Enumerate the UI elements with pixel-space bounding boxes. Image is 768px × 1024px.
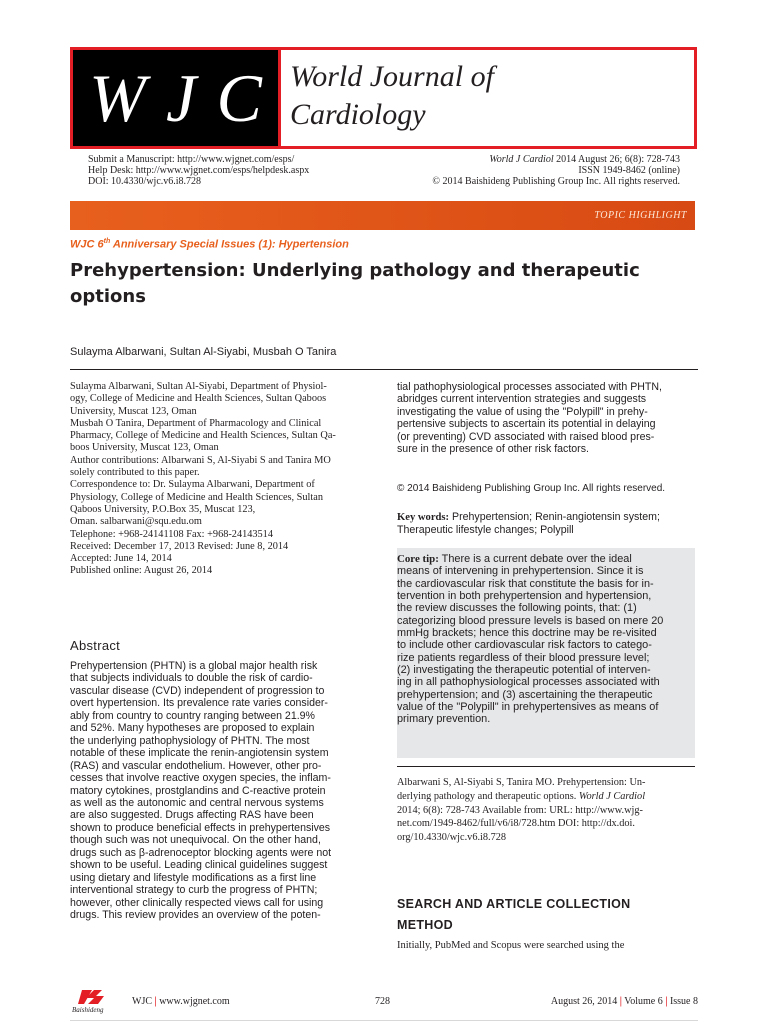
title-line: options xyxy=(70,286,146,307)
affiliations-block xyxy=(70,381,336,578)
journal-name-line2: Cardiology xyxy=(290,98,426,131)
correspondence-email[interactable]: Oman. salbarwani@squ.edu.om xyxy=(70,516,202,528)
footer-journal: WJC xyxy=(132,996,152,1007)
affiliation-line: ogy, College of Medicine and Health Sciences, Sultan Qaboos xyxy=(70,393,327,405)
affiliation-line: University, Muscat 123, Oman xyxy=(70,405,197,417)
correspondence-line: Qaboos University, P.O.Box 35, Muscat 123, xyxy=(70,503,256,515)
abstract-line: however, other clinically respected views call for using xyxy=(70,896,324,909)
abstract-copyright: © 2014 Baishideng Publishing Group Inc. All rights reserved. xyxy=(397,483,666,494)
core-tip-line: There is a current debate over the ideal xyxy=(438,553,632,565)
journal-citation-line xyxy=(489,154,680,165)
abstract-line: as well as the autonomic and central nervous systems xyxy=(70,796,324,809)
abstract-line: drugs such as β-adrenoceptor blocking agents were not xyxy=(70,846,332,859)
abstract-line: though such was not unequivocal. On the other hand, xyxy=(70,834,321,847)
affiliation-line: boos University, Muscat 123, Oman xyxy=(70,442,219,454)
accepted-line: Accepted: June 14, 2014 xyxy=(70,553,172,565)
abstract-line: (RAS) and vascular endothelium. However, other pro- xyxy=(70,759,322,772)
abstract-line: sure in the presence of other risk factors. xyxy=(397,443,589,456)
logo-letter-w: W xyxy=(89,60,146,136)
abstract-heading: Abstract xyxy=(70,638,121,653)
abstract-line: are also suggested. Drugs affecting RAS have been xyxy=(70,809,314,822)
special-issue-sup: th xyxy=(103,238,111,245)
special-issue-prefix: WJC 6 xyxy=(70,238,104,251)
core-tip-line: tervention in both prehypertension and hypertension, xyxy=(397,590,652,603)
keywords-line: Prehypertension; Renin-angiotensin system; xyxy=(449,511,660,523)
core-tip-line: categorizing blood pressure levels is based on mere 20 xyxy=(397,614,664,627)
abstract-line: overt hypertension. Its prevalence rate varies consider- xyxy=(70,697,328,710)
correspondence-line: Physiology, College of Medicine and Health Sciences, Sultan xyxy=(70,491,323,503)
journal-logo-mark xyxy=(73,50,281,146)
abstract-line: using dietary and lifestyle modifications as a first line xyxy=(70,871,317,884)
abstract-line: interventional strategy to curb the progress of PHTN; xyxy=(70,884,318,897)
abstract-line: tial pathophysiological processes associated with PHTN, xyxy=(397,381,662,393)
core-tip-line: the cardiovascular risk that constitute the basis for in- xyxy=(397,577,654,590)
issue-info: 2014 August 26; 6(8): 728-743 xyxy=(553,154,680,165)
section-heading-line: METHOD xyxy=(397,918,453,932)
core-tip-text xyxy=(397,553,663,726)
abstract-line: drugs. This review provides an overview of the poten- xyxy=(70,909,321,922)
special-issue-rest: Anniversary Special Issues (1): Hypertension xyxy=(110,238,349,251)
affiliation-line: Sulayma Albarwani, Sultan Al-Siyabi, Department of Physiol- xyxy=(70,381,327,392)
copyright-text: © 2014 Baishideng Publishing Group Inc. All rights reserved. xyxy=(432,176,680,187)
citation-doi[interactable]: org/10.4330/wjc.v6.i8.728 xyxy=(397,832,507,844)
received-revised-line: Received: December 17, 2013 Revised: June 8, 2014 xyxy=(70,540,289,552)
citation-block xyxy=(397,776,645,845)
footer-issue: Issue 8 xyxy=(669,996,698,1007)
core-tip-line: value of the "Polypill" in prehypertensives as means of xyxy=(397,701,659,714)
correspondence-line: Correspondence to: Dr. Sulayma Albarwani, Department of xyxy=(70,479,315,491)
footer-date: August 26, 2014 xyxy=(550,996,618,1007)
footer-divider xyxy=(70,1020,698,1021)
core-tip-line: to include other cardiovascular risk factors to catego- xyxy=(397,639,652,652)
footer-url[interactable]: www.wjgnet.com xyxy=(159,996,230,1007)
abstract-line: vascular disease (CVD) independent of progression to xyxy=(70,684,325,697)
logo-letter-j: J xyxy=(166,60,197,136)
section-heading-line: SEARCH AND ARTICLE COLLECTION xyxy=(397,897,631,911)
divider xyxy=(70,369,698,370)
publisher-logo-icon xyxy=(68,988,126,1014)
core-tip-line: ing in all pathophysiological processes associated with xyxy=(397,676,660,689)
publisher-logo-text: Baishideng xyxy=(72,1006,104,1014)
footer-issue-info: August 26, 2014 | Volume 6 | Issue 8 xyxy=(550,996,698,1007)
core-tip-line: (2) investigating the therapeutic potential of interven- xyxy=(397,664,651,677)
abstract-line: notable of these implicate the renin-angiotensin system xyxy=(70,747,329,760)
affiliation-line: Musbah O Tanira, Department of Pharmacology and Clinical xyxy=(70,417,322,429)
citation-line: derlying pathology and therapeutic options. xyxy=(397,790,579,802)
citation-line: Albarwani S, Al-Siyabi S, Tanira MO. Prehypertension: Un- xyxy=(397,777,646,788)
special-issue-label xyxy=(70,238,349,251)
help-desk-link[interactable]: Help Desk: http://www.wjgnet.com/esps/helpdesk.aspx xyxy=(88,165,310,176)
abstract-line: Prehypertension (PHTN) is a global major health risk xyxy=(70,660,318,672)
publisher-logo xyxy=(68,988,126,1014)
title-line: Prehypertension: Underlying pathology and therapeutic xyxy=(70,260,640,281)
citation-journal: World J Cardiol xyxy=(578,790,646,802)
core-tip-label: Core tip: xyxy=(397,553,439,565)
citation-url[interactable]: 2014; 6(8): 728-743 Available from: URL: http://www.wjg- xyxy=(397,804,643,816)
core-tip-line: prehypertension; and (3) ascertaining the therapeutic xyxy=(397,688,653,701)
section-heading xyxy=(397,894,630,936)
section-first-line: Initially, PubMed and Scopus were searched using the xyxy=(397,940,625,951)
journal-abbrev: World J Cardiol xyxy=(489,154,554,165)
core-tip-line: rize patients regardless of their blood pressure level; xyxy=(397,651,650,664)
abstract-line: that subjects individuals to double the risk of cardio- xyxy=(70,672,313,685)
abstract-line: abridges current intervention strategies and suggests xyxy=(397,393,647,406)
divider xyxy=(397,766,695,767)
author-contributions-line: solely contributed to this paper. xyxy=(70,467,200,479)
footer-journal-url: WJC | www.wjgnet.com xyxy=(132,996,230,1007)
submit-manuscript-link[interactable]: Submit a Manuscript: http://www.wjgnet.com/esps/ xyxy=(88,154,295,165)
abstract-line: the underlying pathophysiology of PHTN. The most xyxy=(70,734,310,747)
core-tip-line: mmHg brackets; hence this doctrine may be re-visited xyxy=(397,627,657,640)
abstract-line: (or preventing) CVD associated with raised blood pres- xyxy=(397,430,655,443)
affiliation-line: Pharmacy, College of Medicine and Health Sciences, Sultan Qa- xyxy=(70,430,336,442)
abstract-line: pertensive subjects to ascertain its potential in delaying xyxy=(397,418,656,431)
core-tip-line: the review discusses the following points, that: (1) xyxy=(397,602,637,615)
keywords-block xyxy=(397,511,660,537)
published-online-line: Published online: August 26, 2014 xyxy=(70,565,213,577)
topic-highlight-label: TOPIC HIGHLIGHT xyxy=(594,210,687,221)
abstract-line: shown to be useful. Leading clinical guidelines suggest xyxy=(70,859,328,872)
footer-volume: Volume 6 xyxy=(624,996,663,1007)
article-title xyxy=(70,258,700,310)
keywords-line: Therapeutic lifestyle changes; Polypill xyxy=(397,524,574,537)
issn-text: ISSN 1949-8462 (online) xyxy=(578,165,680,176)
keywords-label: Key words: xyxy=(397,512,450,523)
telephone-fax-line: Telephone: +968-24141108 Fax: +968-24143514 xyxy=(70,528,273,540)
author-list: Sulayma Albarwani, Sultan Al-Siyabi, Musbah O Tanira xyxy=(70,346,337,358)
abstract-body xyxy=(70,660,331,922)
core-tip-line: primary prevention. xyxy=(397,713,491,726)
topic-highlight-bar xyxy=(70,201,695,230)
abstract-line: matory cytokines, prostglandins and C-reactive protein xyxy=(70,784,326,797)
abstract-line: and 52%. Many hypotheses are proposed to explain xyxy=(70,722,315,735)
author-contributions-line: Author contributions: Albarwani S, Al-Siyabi S and Tanira MO xyxy=(70,454,331,466)
abstract-line: cesses that involve reactive oxygen species, the inflam- xyxy=(70,772,331,785)
logo-letter-c: C xyxy=(216,60,262,136)
core-tip-line: means of intervening in prehypertension. Since it is xyxy=(397,565,644,578)
abstract-line: shown to produce beneficial effects in prehypertensives xyxy=(70,821,331,834)
doi-text: DOI: 10.4330/wjc.v6.i8.728 xyxy=(88,176,202,187)
abstract-line: investigating the value of using the "Polypill" in prehy- xyxy=(397,405,648,418)
journal-name-line1: World Journal of xyxy=(290,60,494,93)
abstract-continued xyxy=(397,381,662,456)
citation-url[interactable]: net.com/1949-8462/full/v6/i8/728.htm DOI: http://dx.doi. xyxy=(397,818,635,830)
page-number: 728 xyxy=(375,996,390,1007)
abstract-line: ably from country to country ranging between 21.9% xyxy=(70,709,315,722)
